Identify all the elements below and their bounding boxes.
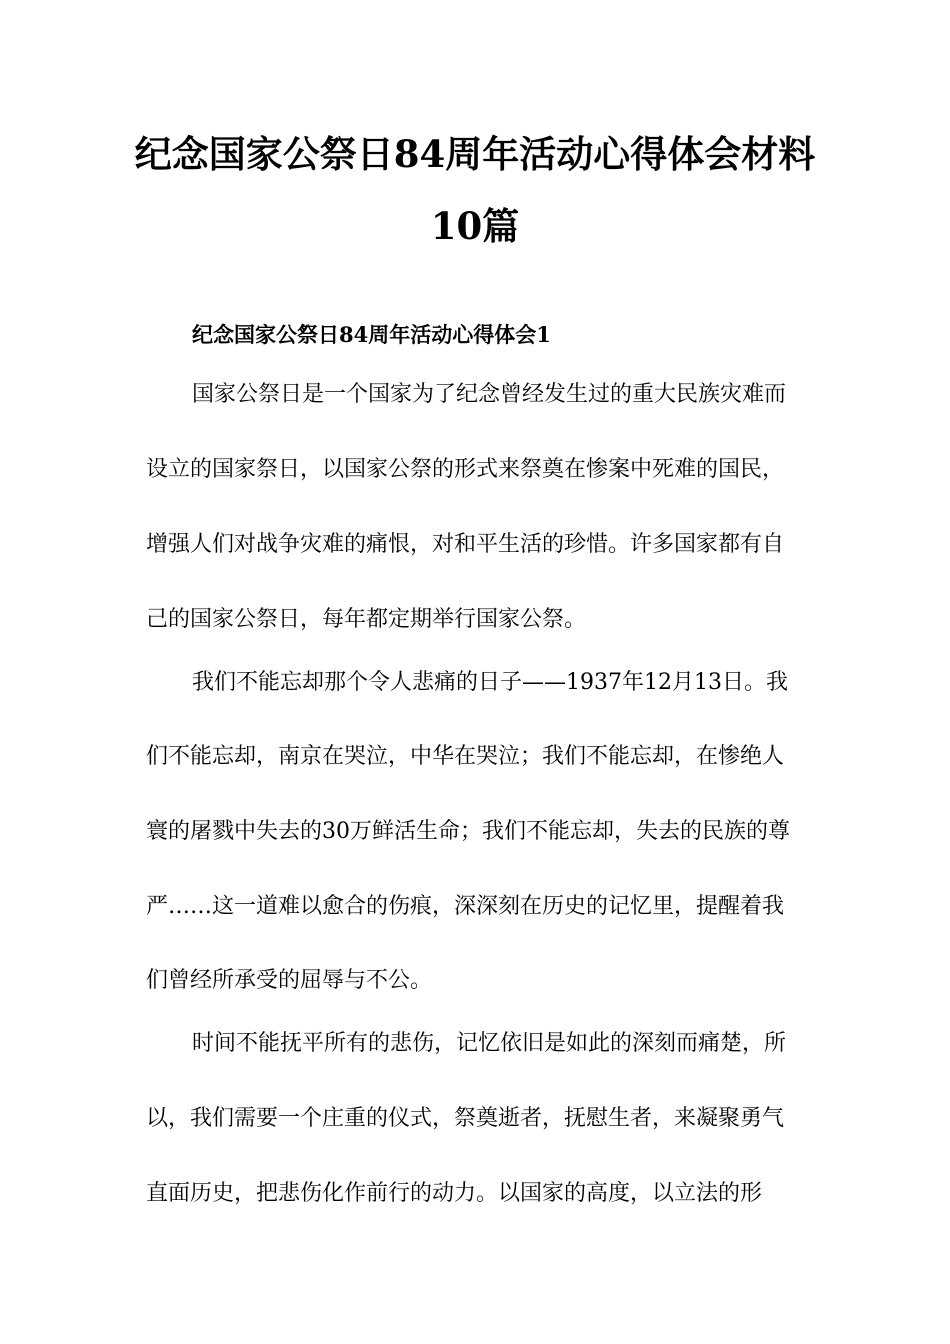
paragraph-line: 们曾经所承受的屈辱与不公。	[146, 968, 433, 993]
document-title-line-1: 纪念国家公祭日84周年活动心得体会材料	[134, 132, 816, 176]
paragraph-line: 我们不能忘却那个令人悲痛的日子——1937年12月13日。我	[192, 670, 788, 695]
document-title-line-2: 10篇	[430, 204, 520, 248]
paragraph-line: 己的国家公祭日，每年都定期举行国家公祭。	[146, 607, 587, 632]
paragraph-line: 寰的屠戮中失去的30万鲜活生命；我们不能忘却，失去的民族的尊	[146, 819, 790, 844]
paragraph-line: 国家公祭日是一个国家为了纪念曾经发生过的重大民族灾难而	[192, 382, 787, 407]
paragraph-line: 以，我们需要一个庄重的仪式，祭奠逝者，抚慰生者，来凝聚勇气	[146, 1106, 785, 1131]
section-heading: 纪念国家公祭日84周年活动心得体会1	[192, 322, 551, 347]
paragraph-line: 直面历史，把悲伤化作前行的动力。以国家的高度，以立法的形	[146, 1181, 763, 1206]
paragraph-line: 严……这一道难以愈合的伤痕，深深刻在历史的记忆里，提醒着我	[146, 894, 785, 919]
paragraph-line: 设立的国家祭日，以国家公祭的形式来祭奠在惨案中死难的国民，	[146, 457, 785, 482]
paragraph-line: 们不能忘却，南京在哭泣，中华在哭泣；我们不能忘却，在惨绝人	[146, 744, 785, 769]
paragraph-line: 增强人们对战争灾难的痛恨，对和平生活的珍惜。许多国家都有自	[146, 532, 785, 557]
paragraph-line: 时间不能抚平所有的悲伤，记忆依旧是如此的深刻而痛楚，所	[192, 1031, 787, 1056]
